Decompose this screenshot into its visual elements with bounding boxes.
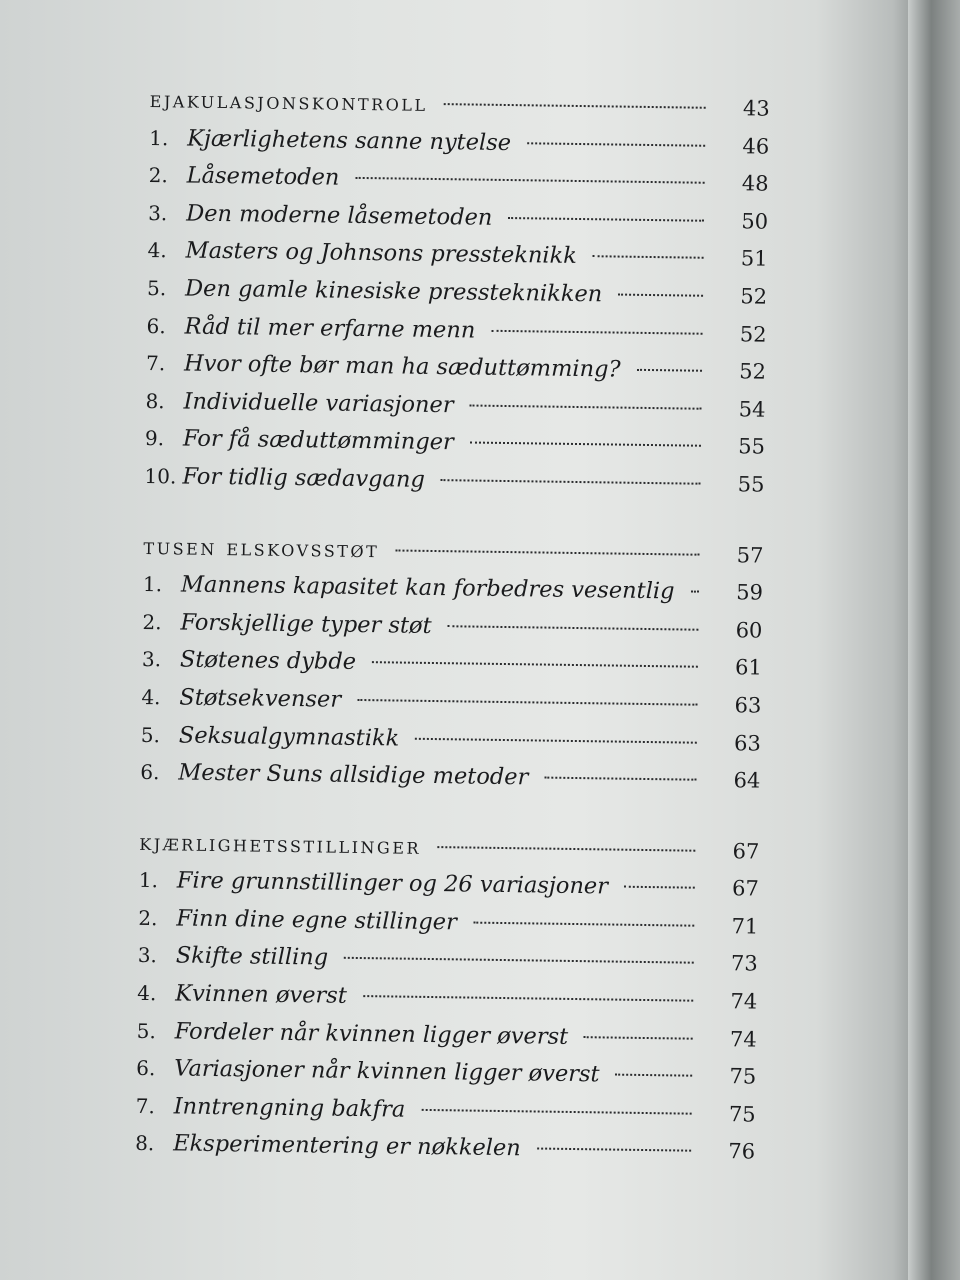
entry-number: 1. [149,125,169,150]
dot-leader [448,625,699,631]
entry-title: Mester Suns allsidige metoder [178,759,529,791]
section-heading: kjærlighetsstillinger [139,829,422,860]
entry-title: Råd til mer erfarne menn [184,313,476,344]
page-number: 61 [734,655,763,680]
entry-number: 3. [137,943,158,968]
dot-leader [616,1074,693,1077]
page-number: 67 [731,876,759,901]
page-number: 50 [741,209,769,234]
entry-title: Den moderne låsemetoden [185,200,493,231]
entry-title: Individuelle variasjoner [183,388,454,419]
entry-title: Skifte stilling [175,942,329,972]
entry-title: Variasjoner når kvinnen ligger øverst [174,1055,600,1088]
toc-entry[interactable] [144,458,764,504]
entry-title: Eksperimentering er nøkkelen [172,1130,521,1162]
dot-leader [363,995,693,1002]
entry-title: Kjærlighetens sanne nytelse [187,125,512,156]
entry-number: 1. [138,868,159,893]
toc-section-kjaerlighetsstillinger [135,825,760,1172]
entry-title: Finn dine egne stillinger [176,905,457,936]
dot-leader [444,103,706,109]
entry-number: 7. [145,351,166,376]
entry-title: Støtenes dybde [179,646,357,676]
entry-title: Støtsekvenser [179,684,342,713]
entry-number: 1. [142,572,163,597]
dot-leader [584,1036,693,1040]
page-number: 57 [736,542,764,568]
entry-number: 8. [135,1131,155,1156]
page-number: 55 [738,434,766,459]
entry-number: 2. [138,905,158,931]
page-number: 46 [742,133,770,159]
dot-leader [395,549,699,555]
toc-section-ejakulasjonskontroll [144,82,770,504]
page-number: 75 [728,1102,756,1127]
page-number: 59 [736,580,764,605]
section-heading: ejakulasjonskontroll [149,86,428,117]
page-number: 52 [739,359,767,384]
toc-entry[interactable] [135,1125,755,1171]
page-number: 76 [728,1139,756,1164]
entry-number: 6. [146,313,166,338]
dot-leader [637,369,702,372]
dot-leader [593,256,704,260]
entry-title: Hvor ofte bør man ha sæduttømming? [183,350,621,383]
entry-number: 3. [148,200,168,226]
dot-leader [690,591,698,593]
entry-number: 7. [135,1093,155,1119]
entry-title: Kvinnen øverst [175,980,348,1009]
page-number: 51 [740,246,768,272]
dot-leader [344,957,694,964]
entry-title: Den gamle kinesiske pressteknikken [184,275,603,308]
page-number: 75 [729,1064,757,1089]
entry-number: 4. [137,980,157,1006]
entry-number: 3. [141,647,162,672]
page-number: 43 [742,96,770,121]
dot-leader [624,886,695,889]
entry-number: 5. [140,722,161,747]
book-gutter-shadow [908,0,960,1280]
entry-title: Inntrengning bakfra [173,1093,406,1123]
page-number: 74 [729,1026,757,1052]
dot-leader [355,177,704,184]
dot-leader [470,404,702,409]
dot-leader [372,661,698,668]
dot-leader [508,217,704,222]
dot-leader [544,777,696,781]
page-number: 63 [733,730,761,756]
entry-number: 5. [146,275,167,301]
dot-leader [441,479,701,485]
entry-title: Forskjellige typer støt [180,609,432,639]
entry-number: 6. [140,760,160,785]
dot-leader [473,921,694,926]
table-of-contents [134,82,769,1205]
section-heading: tusen elskovsstøt [143,533,380,563]
entry-title: Fire grunnstillinger og 26 variasjoner [176,867,609,900]
page-number: 63 [734,693,762,718]
page-number: 48 [741,171,769,196]
entry-number: 5. [136,1018,157,1043]
entry-number: 2. [148,163,168,188]
page-number: 71 [731,914,759,939]
dot-leader [537,1148,691,1152]
page-number: 54 [738,397,766,422]
dot-leader [357,699,697,706]
toc-section-tusen-elskovsstot [140,528,764,800]
dot-leader [491,329,702,334]
entry-number: 6. [136,1056,156,1081]
dot-leader [421,1109,691,1115]
page-number: 67 [732,838,760,864]
entry-number: 9. [144,426,165,451]
dot-leader [437,846,695,852]
page-number: 55 [737,472,765,497]
entry-title: Fordeler når kvinnen ligger øverst [174,1018,569,1050]
page-number: 52 [739,321,767,347]
entry-number: 4. [147,238,167,263]
toc-entry[interactable] [140,754,760,800]
page-number: 74 [730,989,758,1014]
page-number: 73 [730,951,758,977]
entry-title: Masters og Johnsons pressteknikk [185,237,578,270]
entry-title: Mannens kapasitet kan forbedres vesentlig [180,571,675,605]
page-number: 64 [733,768,761,793]
dot-leader [618,294,703,297]
entry-title: Låsemetoden [186,162,340,191]
entry-number: 8. [145,388,165,413]
entry-title: Seksualgymnastikk [178,721,400,752]
entry-number: 10. [144,463,177,489]
dot-leader [415,737,697,743]
dot-leader [527,142,705,146]
dot-leader [470,442,701,447]
page-number: 52 [740,284,768,309]
entry-title: For tidlig sædavgang [182,463,426,493]
entry-number: 4. [141,684,161,710]
page-number: 60 [735,617,763,643]
entry-number: 2. [142,609,162,634]
entry-title: For få sæduttømminger [182,425,454,456]
